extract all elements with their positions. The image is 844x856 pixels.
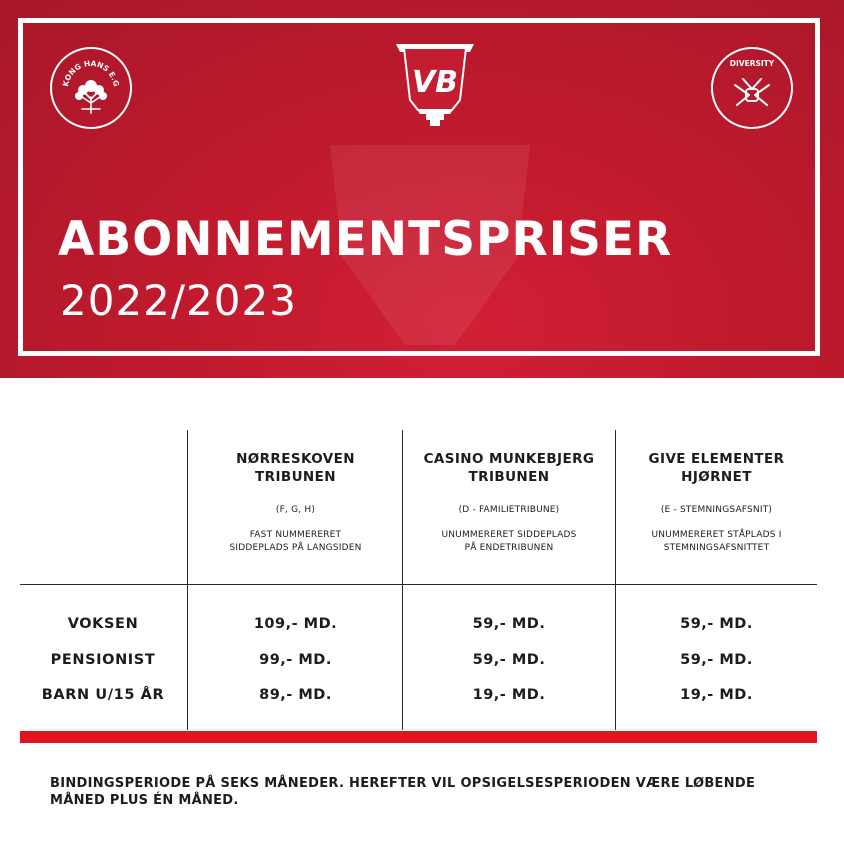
column-description (403, 529, 615, 554)
kong-hans-badge (50, 47, 132, 129)
column-name: CASINO MUNKEBJERG (423, 451, 595, 467)
price-cell: 59,- MD. (472, 616, 546, 632)
column-name: TRIBUNEN (255, 469, 336, 485)
diversity-badge (711, 47, 793, 129)
red-divider-bar (20, 731, 817, 743)
price-cell: 99,- MD. (259, 652, 332, 668)
price-cell: 59,- MD. (680, 652, 753, 668)
column-description-line: FAST NUMMERERET (249, 530, 342, 540)
price-cell: 59,- MD. (680, 616, 753, 632)
note-line: BINDINGSPERIODE PÅ SEKS MÅNEDER. HEREFTER VIL OPSIGELSESPERIODEN VÆRE LØBENDE (50, 776, 756, 791)
note-line: MÅNED PLUS ÉN MÅNED. (50, 793, 239, 808)
hero-banner (0, 0, 844, 378)
page-title: ABONNEMENTSPRISER (58, 212, 673, 267)
season-year: 2022/2023 (60, 276, 297, 325)
price-cell: 19,- MD. (472, 687, 546, 703)
price-cell: 109,- MD. (253, 616, 338, 632)
column-name: TRIBUNEN (468, 469, 550, 485)
column-description (616, 529, 817, 554)
vb-logo-text: VB (411, 65, 459, 100)
table-divider (187, 430, 188, 730)
column-sections: (F, G, H) (275, 505, 316, 515)
row-label-voksen: VOKSEN (67, 616, 139, 632)
tree-icon (52, 49, 130, 127)
column-description-line: UNUMMERERET STÅPLADS I (651, 530, 782, 540)
column-sections: (D - FAMILIETRIBUNE) (458, 505, 560, 515)
column-name: NØRRESKOVEN (236, 451, 355, 467)
column-description-line: SIDDEPLADS PÅ LANGSIDEN (229, 542, 362, 553)
vb-club-logo-icon (394, 42, 476, 128)
column-description-line: PÅ ENDETRIBUNEN (464, 542, 554, 553)
hands-icon (713, 49, 791, 127)
column-description-line: UNUMMERERET SIDDEPLADS (441, 530, 577, 540)
column-header-give-elementer (616, 450, 817, 486)
column-sections: (E - STEMNINGSAFSNIT) (660, 505, 773, 515)
column-name: GIVE ELEMENTER (648, 451, 785, 467)
binding-period-note (50, 775, 770, 809)
diversity-badge-text: DIVERSITY (729, 59, 775, 68)
column-description (189, 529, 402, 554)
kong-hans-badge-text: KONG HANS E.G (61, 58, 121, 88)
price-cell: 19,- MD. (680, 687, 753, 703)
column-name: HJØRNET (681, 469, 752, 485)
row-label-pensionist: PENSIONIST (50, 652, 156, 668)
price-cell: 89,- MD. (259, 687, 332, 703)
row-label-barn: BARN U/15 ÅR (41, 687, 165, 703)
column-description-line: STEMNINGSAFSNITTET (663, 542, 770, 553)
column-header-casino-munkebjerg (403, 450, 615, 486)
column-header-norreskoven (189, 450, 402, 486)
table-header-divider (20, 584, 817, 585)
price-cell: 59,- MD. (472, 652, 546, 668)
